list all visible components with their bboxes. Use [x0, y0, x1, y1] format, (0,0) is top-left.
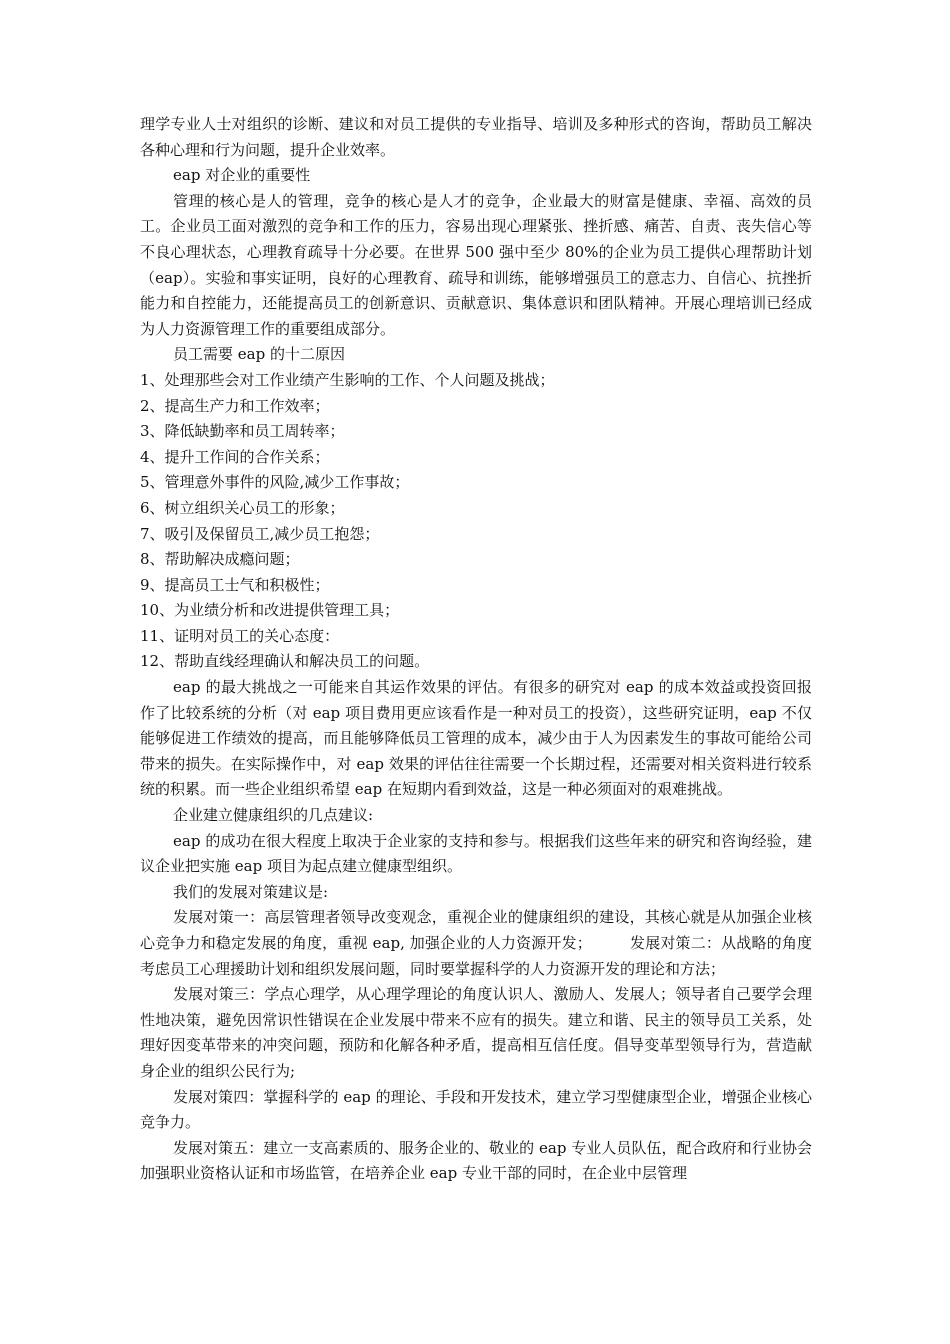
- paragraph-strategy-five: 发展对策五：建立一支高素质的、服务企业的、敬业的 eap 专业人员队伍，配合政府和行业协会加强职业资格认证和市场监管，在培养企业 eap 专业干部的同时，在企业中层管理: [140, 1138, 812, 1183]
- paragraph-management-core: 管理的核心是人的管理，竞争的核心是人才的竞争，企业最大的财富是健康、幸福、高效的员工。企业员工面对激烈的竞争和工作的压力，容易出现心理紧张、挫折感、痛苦、自责、丧失信心等不良心理状态，心理教育疏导十分必要。在世界 500 强中至少 80%的企业为员工提供心理帮助计划（eap）。实验和事实证明，良好的心理教育、疏导和训练，能够增强员工的意志力、自信心、抗挫折能力和自控能力，还能提高员工的创新意识、贡献意识、集体意识和团队精神。开展心理培训已经成为人力资源管理工作的重要组成部分。: [140, 191, 812, 338]
- list-item: 7、吸引及保留员工,减少员工抱怨；: [140, 524, 380, 543]
- list-item: 3、降低缺勤率和员工周转率；: [140, 422, 345, 441]
- reasons-list: [140, 368, 812, 675]
- list-item: 4、提升工作间的合作关系；: [140, 447, 330, 466]
- list-item: 9、提高员工士气和积极性；: [140, 575, 330, 594]
- list-item: 12、帮助直线经理确认和解决员工的问题。: [140, 652, 430, 671]
- list-item: 11、证明对员工的关心态度：: [140, 626, 340, 645]
- paragraph-strategy-three: 发展对策三：学点心理学，从心理学理论的角度认识人、激励人、发展人；领导者自己要学会理性地决策，避免因常识性错误在企业发展中带来不应有的损失。建立和谐、民主的领导员工关系，处理好因变革带来的冲突问题，预防和化解各种矛盾，提高相互信任度。倡导变革型领导行为，营造献身企业的组织公民行为;: [140, 985, 812, 1080]
- paragraph-intro-continuation: 理学专业人士对组织的诊断、建议和对员工提供的专业指导、培训及多种形式的咨询，帮助员工解决各种心理和行为问题，提升企业效率。: [140, 115, 812, 159]
- list-item: 5、管理意外事件的风险,减少工作事故；: [140, 473, 410, 492]
- heading-healthy-org-suggestions: 企业建立健康组织的几点建议:: [173, 806, 374, 825]
- paragraph-eap-success: eap 的成功在很大程度上取决于企业家的支持和参与。根据我们这些年来的研究和咨询经验，建议企业把实施 eap 项目为起点建立健康型组织。: [140, 831, 812, 876]
- paragraph-strategy-four: 发展对策四：掌握科学的 eap 的理论、手段和开发技术，建立学习型健康型企业，增强企业核心竞争力。: [140, 1087, 812, 1132]
- list-item: 6、树立组织关心员工的形象；: [140, 498, 345, 517]
- list-item: 1、处理那些会对工作业绩产生影响的工作、个人问题及挑战；: [140, 370, 555, 389]
- paragraph-eap-challenge: eap 的最大挑战之一可能来自其运作效果的评估。有很多的研究对 eap 的成本效益或投资回报作了比较系统的分析（对 eap 项目费用更应该看作是一种对员工的投资），这些研究证明，eap 不仅能够促进工作绩效的提高，而且能够降低员工管理的成本，减少由于人为因素发生的事故可能给公司带来的损失。在实际操作中，对 eap 效果的评估往往需要一个长期过程，还需要对相关资料进行较系统的积累。而一些企业组织希望 eap 在短期内看到效益，这是一种必须面对的艰难挑战。: [140, 678, 812, 799]
- document-page: [140, 112, 812, 1187]
- list-item: 8、帮助解决成瘾问题；: [140, 550, 300, 569]
- heading-development-strategies: 我们的发展对策建议是:: [173, 882, 329, 901]
- list-item: 2、提高生产力和工作效率；: [140, 396, 330, 415]
- heading-twelve-reasons: 员工需要 eap 的十二原因: [173, 345, 345, 364]
- heading-eap-importance: eap 对企业的重要性: [173, 166, 311, 185]
- paragraph-strategy-one-two: 发展对策一：高层管理者领导改变观念，重视企业的健康组织的建设，其核心就是从加强企业核心竞争力和稳定发展的角度，重视 eap, 加强企业的人力资源开发； 发展对策二：从战略的角度考虑员工心理援助计划和组织发展问题，同时要掌握科学的人力资源开发的理论和方法；: [140, 908, 812, 978]
- list-item: 10、为业绩分析和改进提供管理工具；: [140, 601, 400, 620]
